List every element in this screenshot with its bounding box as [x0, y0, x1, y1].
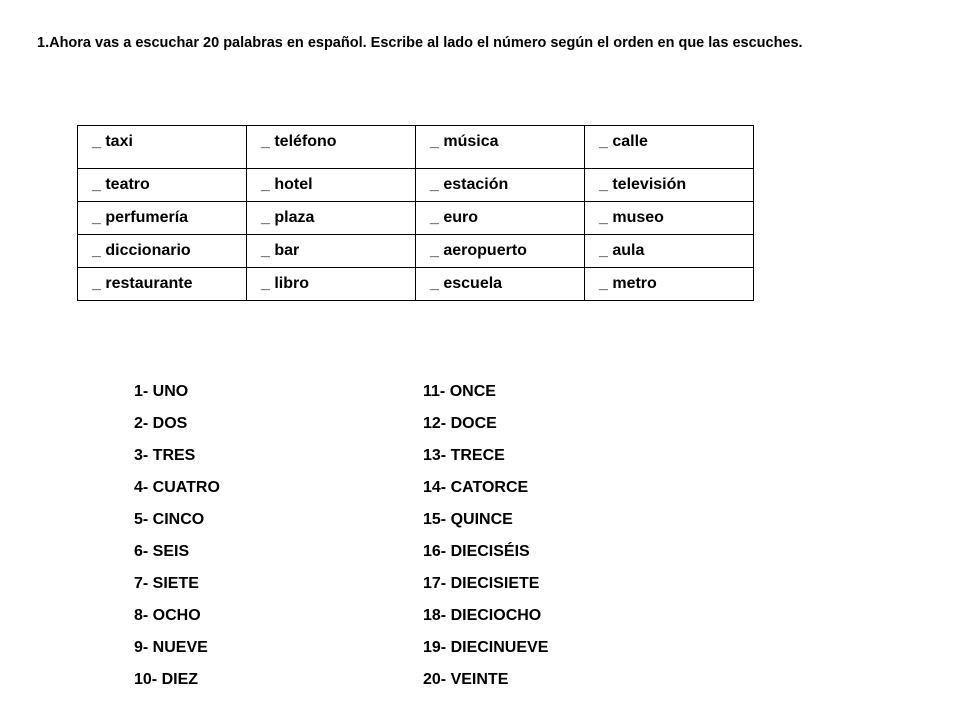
- vocabulary-table: [77, 125, 754, 301]
- word-cell: _ diccionario: [78, 235, 247, 268]
- word-cell: _ televisión: [585, 169, 754, 202]
- number-item: 15- QUINCE: [423, 511, 513, 528]
- numbers-list-left: [134, 380, 220, 700]
- number-item: 1- UNO: [134, 383, 189, 400]
- word-cell: _ teatro: [78, 169, 247, 202]
- number-item: 20- VEINTE: [423, 671, 509, 688]
- table-row: [78, 202, 754, 235]
- word-cell: _ perfumería: [78, 202, 247, 235]
- number-item: 7- SIETE: [134, 575, 199, 592]
- number-item: 14- CATORCE: [423, 479, 529, 496]
- word-cell: _ restaurante: [78, 268, 247, 301]
- table-row: [78, 268, 754, 301]
- number-item: 18- DIECIOCHO: [423, 607, 542, 624]
- word-cell: _ euro: [416, 202, 585, 235]
- word-cell: _ música: [416, 126, 585, 169]
- table-row: [78, 126, 754, 169]
- word-cell: _ teléfono: [247, 126, 416, 169]
- word-cell: _ aeropuerto: [416, 235, 585, 268]
- number-item: 16- DIECISÉIS: [423, 543, 530, 560]
- word-cell: _ aula: [585, 235, 754, 268]
- number-item: 8- OCHO: [134, 607, 201, 624]
- number-item: 12- DOCE: [423, 415, 497, 432]
- number-item: 5- CINCO: [134, 511, 205, 528]
- number-item: 4- CUATRO: [134, 479, 220, 496]
- number-item: 11- ONCE: [423, 383, 496, 400]
- number-item: 2- DOS: [134, 415, 188, 432]
- word-cell: _ bar: [247, 235, 416, 268]
- word-cell: _ museo: [585, 202, 754, 235]
- number-item: 19- DIECINUEVE: [423, 639, 549, 656]
- word-cell: _ hotel: [247, 169, 416, 202]
- number-item: 9- NUEVE: [134, 639, 208, 656]
- number-item: 6- SEIS: [134, 543, 190, 560]
- word-cell: _ estación: [416, 169, 585, 202]
- instruction-text: 1.Ahora vas a escuchar 20 palabras en español. Escribe al lado el número según el orden en que las escuches.: [37, 35, 803, 51]
- word-cell: _ calle: [585, 126, 754, 169]
- word-cell: _ plaza: [247, 202, 416, 235]
- word-cell: _ metro: [585, 268, 754, 301]
- number-item: 17- DIECISIETE: [423, 575, 540, 592]
- word-cell: _ escuela: [416, 268, 585, 301]
- table-row: [78, 169, 754, 202]
- number-item: 13- TRECE: [423, 447, 505, 464]
- table-row: [78, 235, 754, 268]
- word-cell: _ libro: [247, 268, 416, 301]
- numbers-list-right: [423, 380, 548, 700]
- number-item: 10- DIEZ: [134, 671, 199, 688]
- number-item: 3- TRES: [134, 447, 196, 464]
- word-cell: _ taxi: [78, 126, 247, 169]
